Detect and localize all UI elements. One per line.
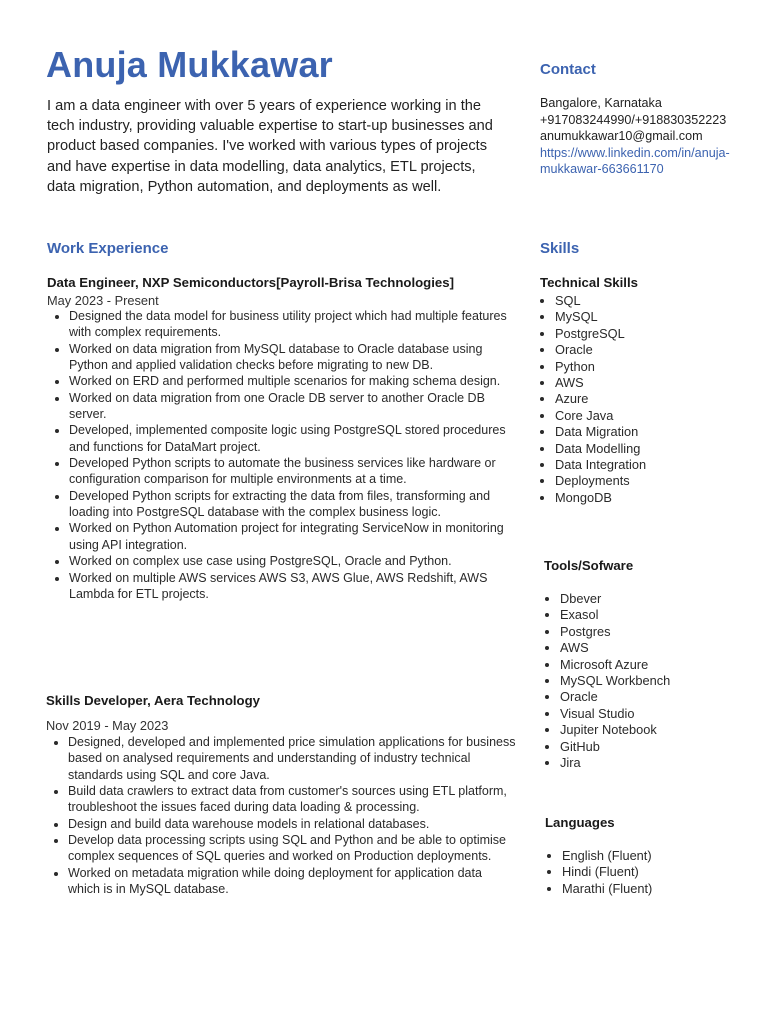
languages-heading: Languages — [545, 815, 615, 830]
skill-item: • Data Modelling — [555, 441, 765, 457]
work-experience-heading: Work Experience — [47, 240, 169, 257]
job-dates-1: May 2023 - Present — [47, 293, 159, 308]
tools-list — [546, 591, 768, 771]
experience-bullet: • Worked on multiple AWS services AWS S3, AWS Glue, AWS Redshift, AWS Lambda for ETL projects. — [69, 570, 517, 603]
skill-item: • Oracle — [555, 342, 765, 358]
tool-item: • GitHub — [560, 739, 768, 755]
experience-bullet: • Developed Python scripts to automate the business services like hardware or configuration comparison for multiple environments at a time. — [69, 455, 517, 488]
job-title-1: Data Engineer, NXP Semiconductors[Payroll-Brisa Technologies] — [47, 275, 454, 290]
contact-linkedin-link[interactable] — [540, 145, 760, 178]
skill-item: • Python — [555, 359, 765, 375]
contact-heading: Contact — [540, 61, 596, 78]
skill-item: • Deployments — [555, 473, 765, 489]
skills-heading: Skills — [540, 240, 580, 257]
language-item: • English (Fluent) — [562, 848, 768, 864]
skill-item: • PostgreSQL — [555, 326, 765, 342]
job-1-bullets — [47, 308, 517, 602]
tool-item: • Jupiter Notebook — [560, 722, 768, 738]
skill-item: • MySQL — [555, 309, 765, 325]
experience-bullet: • Worked on data migration from MySQL database to Oracle database using Python and applied validation checks before migrating to new DB. — [69, 341, 517, 374]
contact-email[interactable]: anumukkawar10@gmail.com — [540, 129, 703, 144]
technical-skills-list — [541, 293, 765, 506]
experience-bullet: • Worked on Python Automation project for integrating ServiceNow in monitoring using API integration. — [69, 520, 517, 553]
experience-bullet: • Develop data processing scripts using SQL and Python and be able to optimise complex sequences of SQL queries and worked on Production deployments. — [68, 832, 516, 865]
experience-bullet: • Worked on ERD and performed multiple scenarios for making schema design. — [69, 373, 517, 389]
linkedin-url-part1[interactable]: https://www.linkedin.com/in/anuja- — [540, 145, 730, 160]
linkedin-url-part2[interactable]: mukkawar-663661170 — [540, 162, 664, 177]
languages-list — [548, 848, 768, 897]
skill-item: • SQL — [555, 293, 765, 309]
tool-item: • Visual Studio — [560, 706, 768, 722]
language-item: • Hindi (Fluent) — [562, 864, 768, 880]
experience-bullet: • Worked on complex use case using PostgreSQL, Oracle and Python. — [69, 553, 517, 569]
tool-item: • Postgres — [560, 624, 768, 640]
experience-bullet: • Developed, implemented composite logic using PostgreSQL stored procedures and functions for DataMart project. — [69, 422, 517, 455]
experience-bullet: • Developed Python scripts for extracting the data from files, transforming and loading into PostgreSQL database with the complex business logic. — [69, 488, 517, 521]
tool-item: • Jira — [560, 755, 768, 771]
experience-bullet: • Design and build data warehouse models in relational databases. — [68, 816, 516, 832]
professional-summary: I am a data engineer with over 5 years of experience working in the tech industry, providing valuable expertise to start-up businesses and product based companies. I've worked with various types of projects and have expertise in data modelling, data analytics, ETL projects, data migration, Python automation, and deployments as well. — [47, 98, 493, 195]
technical-skills-heading: Technical Skills — [540, 275, 638, 290]
experience-bullet: • Build data crawlers to extract data from customer's sources using ETL platform, troubleshoot the issues faced during data loading & processing. — [68, 783, 516, 816]
skill-item: • Core Java — [555, 408, 765, 424]
experience-bullet: • Worked on metadata migration while doing deployment for application data which is in MySQL database. — [68, 865, 516, 898]
skill-item: • Azure — [555, 391, 765, 407]
contact-block — [540, 95, 760, 178]
job-title-2: Skills Developer, Aera Technology — [46, 693, 261, 708]
experience-bullet: • Worked on data migration from one Oracle DB server to another Oracle DB server. — [69, 390, 517, 423]
skill-item: • MongoDB — [555, 490, 765, 506]
tool-item: • Microsoft Azure — [560, 657, 768, 673]
candidate-name: Anuja Mukkawar — [46, 44, 333, 85]
job-dates-2: Nov 2019 - May 2023 — [46, 718, 169, 733]
job-2-bullets — [46, 734, 516, 897]
experience-bullet: • Designed the data model for business utility project which had multiple features with complex requirements. — [69, 308, 517, 341]
experience-bullet: • Designed, developed and implemented price simulation applications for business based on analysed requirements and understanding of industry technical standards using SQL and core Java. — [68, 734, 516, 783]
tool-item: • AWS — [560, 640, 768, 656]
tool-item: • Oracle — [560, 689, 768, 705]
tool-item: • MySQL Workbench — [560, 673, 768, 689]
contact-location: Bangalore, Karnataka — [540, 96, 662, 110]
contact-phone: +917083244990/+918830352223 — [540, 112, 727, 127]
tools-heading: Tools/Sofware — [544, 558, 634, 573]
tool-item: • Dbever — [560, 591, 768, 607]
language-item: • Marathi (Fluent) — [562, 881, 768, 897]
skill-item: • Data Migration — [555, 424, 765, 440]
tool-item: • Exasol — [560, 607, 768, 623]
skill-item: • Data Integration — [555, 457, 765, 473]
skill-item: • AWS — [555, 375, 765, 391]
